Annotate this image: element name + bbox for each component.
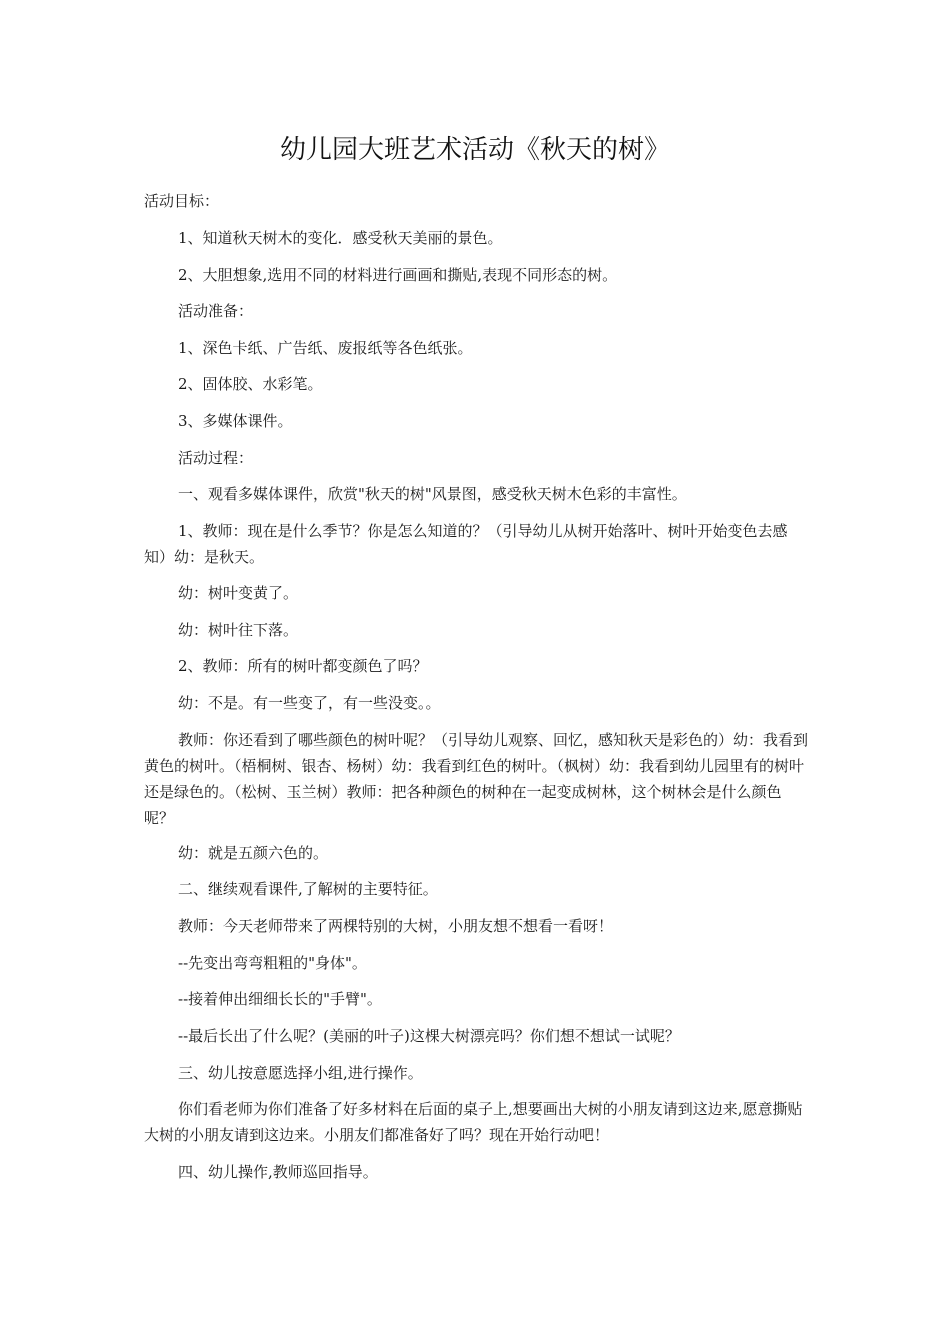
- paragraph-5: 2、固体胶、水彩笔。: [178, 375, 323, 393]
- paragraph-17: 教师：今天老师带来了两棵特别的大树，小朋友想不想看一看呀！: [178, 917, 614, 935]
- paragraph-1: 1、知道秋天树木的变化．感受秋天美丽的景色。: [178, 229, 503, 247]
- paragraph-0: 活动目标：: [144, 192, 220, 210]
- document-title: 幼儿园大班艺术活动《秋天的树》: [279, 135, 670, 165]
- paragraph-10: 幼：树叶变黄了。: [178, 584, 299, 602]
- paragraph-15: 幼：就是五颜六色的。: [178, 844, 329, 862]
- paragraph-18: --先变出弯弯粗粗的"身体"。: [178, 954, 367, 972]
- paragraph-8: 一、观看多媒体课件，欣赏"秋天的树"风景图，感受秋天树木色彩的丰富性。: [178, 485, 687, 503]
- paragraph-9: 1、教师：现在是什么季节？你是怎么知道的？（引导幼儿从树开始落叶、树叶开始变色去感知）幼：是秋天。: [144, 522, 788, 566]
- paragraph-21: 三、幼儿按意愿选择小组,进行操作。: [178, 1064, 423, 1082]
- paragraph-22: 你们看老师为你们准备了好多材料在后面的桌子上,想要画出大树的小朋友请到这边来,愿意撕贴大树的小朋友请到这边来。小朋友们都准备好了吗？现在开始行动吧！: [144, 1100, 803, 1144]
- paragraph-19: --接着伸出细细长长的"手臂"。: [178, 990, 382, 1008]
- paragraph-16: 二、继续观看课件,了解树的主要特征。: [178, 880, 438, 898]
- paragraph-6: 3、多媒体课件。: [178, 412, 293, 430]
- paragraph-4: 1、深色卡纸、广告纸、废报纸等各色纸张。: [178, 339, 473, 357]
- paragraph-12: 2、教师：所有的树叶都变颜色了吗？: [178, 657, 428, 675]
- paragraph-14: 教师：你还看到了哪些颜色的树叶呢？（引导幼儿观察、回忆，感知秋天是彩色的）幼：我看到黄色的树叶。（梧桐树、银杏、杨树）幼：我看到红色的树叶。（枫树）幼：我看到幼儿园里有的树叶还是绿色的。（松树、玉兰树）教师：把各种颜色的树种在一起变成树林，这个树林会是什么颜色呢？: [144, 731, 809, 827]
- paragraph-3: 活动准备：: [178, 302, 254, 320]
- paragraph-20: --最后长出了什么呢？(美丽的叶子)这棵大树漂亮吗？你们想不想试一试呢？: [178, 1027, 680, 1045]
- paragraph-23: 四、幼儿操作,教师巡回指导。: [178, 1163, 378, 1181]
- paragraph-7: 活动过程：: [178, 449, 254, 467]
- paragraph-11: 幼：树叶往下落。: [178, 621, 299, 639]
- paragraph-13: 幼：不是。有一些变了，有一些没变。。: [178, 694, 441, 712]
- paragraph-2: 2、大胆想象,选用不同的材料进行画画和撕贴,表现不同形态的树。: [178, 266, 618, 284]
